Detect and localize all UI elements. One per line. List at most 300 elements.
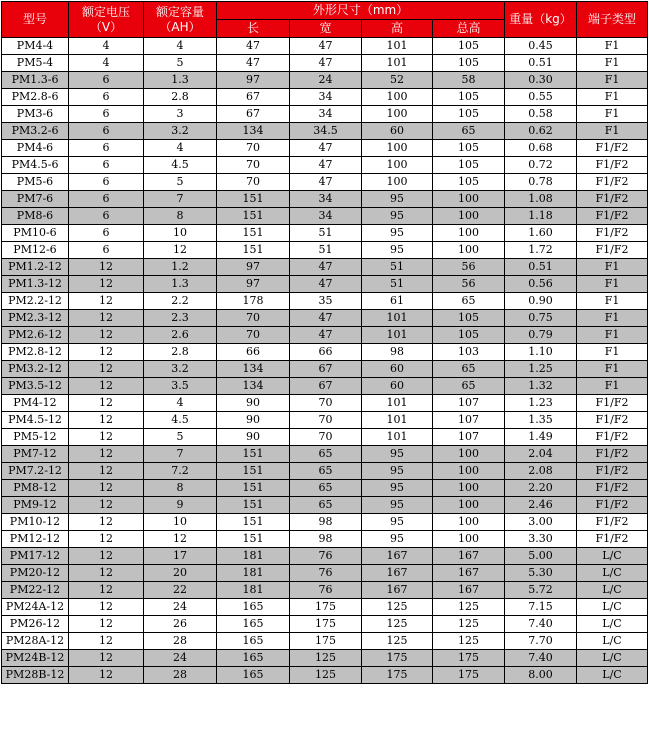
cell-height: 95: [362, 446, 433, 463]
cell-total-height: 175: [433, 650, 505, 667]
cell-width: 34: [290, 106, 362, 123]
cell-length: 97: [217, 276, 290, 293]
cell-capacity: 2.2: [144, 293, 217, 310]
cell-model: PM4-4: [2, 38, 69, 55]
cell-model: PM1.3-12: [2, 276, 69, 293]
cell-terminal: F1: [577, 310, 648, 327]
cell-model: PM1.2-12: [2, 259, 69, 276]
cell-total-height: 65: [433, 361, 505, 378]
cell-capacity: 4: [144, 140, 217, 157]
cell-model: PM7-12: [2, 446, 69, 463]
cell-length: 97: [217, 72, 290, 89]
cell-terminal: F1: [577, 55, 648, 72]
table-row: [2, 225, 648, 242]
table-row: [2, 140, 648, 157]
cell-length: 90: [217, 395, 290, 412]
table-row: [2, 72, 648, 89]
cell-total-height: 56: [433, 259, 505, 276]
cell-total-height: 105: [433, 157, 505, 174]
cell-width: 66: [290, 344, 362, 361]
table-row: [2, 191, 648, 208]
cell-voltage: 12: [69, 480, 144, 497]
cell-capacity: 24: [144, 599, 217, 616]
table-row: [2, 174, 648, 191]
cell-total-height: 56: [433, 276, 505, 293]
cell-length: 151: [217, 191, 290, 208]
cell-capacity: 7: [144, 191, 217, 208]
cell-terminal: F1/F2: [577, 140, 648, 157]
cell-model: PM9-12: [2, 497, 69, 514]
header-capacity: 额定容量 （AH）: [144, 2, 217, 38]
cell-model: PM20-12: [2, 565, 69, 582]
cell-weight: 0.45: [505, 38, 577, 55]
cell-capacity: 4: [144, 38, 217, 55]
cell-model: PM28A-12: [2, 633, 69, 650]
cell-length: 151: [217, 446, 290, 463]
cell-total-height: 167: [433, 565, 505, 582]
cell-height: 101: [362, 412, 433, 429]
cell-weight: 2.08: [505, 463, 577, 480]
cell-capacity: 28: [144, 633, 217, 650]
cell-capacity: 8: [144, 208, 217, 225]
cell-weight: 0.55: [505, 89, 577, 106]
cell-capacity: 1.3: [144, 72, 217, 89]
header-dimensions: 外形尺寸（mm）: [217, 2, 505, 20]
cell-total-height: 105: [433, 106, 505, 123]
cell-width: 76: [290, 565, 362, 582]
cell-capacity: 7.2: [144, 463, 217, 480]
cell-total-height: 100: [433, 497, 505, 514]
table-row: [2, 548, 648, 565]
cell-terminal: F1/F2: [577, 463, 648, 480]
cell-capacity: 4.5: [144, 157, 217, 174]
cell-length: 90: [217, 412, 290, 429]
cell-weight: 7.40: [505, 616, 577, 633]
cell-weight: 7.40: [505, 650, 577, 667]
cell-model: PM3.5-12: [2, 378, 69, 395]
cell-model: PM2.2-12: [2, 293, 69, 310]
cell-width: 98: [290, 531, 362, 548]
cell-total-height: 65: [433, 123, 505, 140]
cell-width: 24: [290, 72, 362, 89]
cell-capacity: 5: [144, 429, 217, 446]
cell-total-height: 167: [433, 582, 505, 599]
cell-length: 151: [217, 531, 290, 548]
cell-weight: 0.58: [505, 106, 577, 123]
cell-voltage: 6: [69, 174, 144, 191]
cell-voltage: 6: [69, 191, 144, 208]
cell-height: 52: [362, 72, 433, 89]
cell-voltage: 12: [69, 429, 144, 446]
cell-length: 165: [217, 667, 290, 684]
cell-voltage: 12: [69, 327, 144, 344]
cell-capacity: 3.5: [144, 378, 217, 395]
cell-width: 98: [290, 514, 362, 531]
cell-capacity: 8: [144, 480, 217, 497]
cell-capacity: 4: [144, 395, 217, 412]
header-weight: 重量（kg）: [505, 2, 577, 38]
cell-total-height: 65: [433, 378, 505, 395]
cell-height: 95: [362, 225, 433, 242]
cell-height: 61: [362, 293, 433, 310]
table-row: [2, 395, 648, 412]
cell-width: 76: [290, 548, 362, 565]
cell-total-height: 107: [433, 395, 505, 412]
cell-length: 165: [217, 633, 290, 650]
cell-width: 34: [290, 89, 362, 106]
header-width: 宽: [290, 20, 362, 38]
cell-capacity: 28: [144, 667, 217, 684]
cell-weight: 2.46: [505, 497, 577, 514]
cell-weight: 1.49: [505, 429, 577, 446]
cell-length: 70: [217, 174, 290, 191]
table-row: [2, 378, 648, 395]
cell-model: PM26-12: [2, 616, 69, 633]
cell-width: 47: [290, 310, 362, 327]
cell-width: 65: [290, 463, 362, 480]
cell-capacity: 5: [144, 55, 217, 72]
cell-height: 95: [362, 497, 433, 514]
cell-weight: 1.35: [505, 412, 577, 429]
cell-height: 60: [362, 378, 433, 395]
cell-weight: 0.75: [505, 310, 577, 327]
table-row: [2, 429, 648, 446]
cell-capacity: 22: [144, 582, 217, 599]
cell-height: 175: [362, 650, 433, 667]
cell-terminal: F1/F2: [577, 242, 648, 259]
cell-weight: 0.51: [505, 259, 577, 276]
cell-height: 125: [362, 633, 433, 650]
cell-model: PM22-12: [2, 582, 69, 599]
cell-width: 47: [290, 38, 362, 55]
cell-weight: 0.78: [505, 174, 577, 191]
cell-capacity: 26: [144, 616, 217, 633]
cell-voltage: 12: [69, 446, 144, 463]
cell-terminal: L/C: [577, 616, 648, 633]
cell-total-height: 100: [433, 531, 505, 548]
table-row: [2, 89, 648, 106]
table-row: [2, 276, 648, 293]
cell-length: 47: [217, 38, 290, 55]
cell-terminal: F1/F2: [577, 480, 648, 497]
cell-terminal: F1: [577, 344, 648, 361]
cell-terminal: L/C: [577, 565, 648, 582]
table-row: [2, 463, 648, 480]
cell-length: 90: [217, 429, 290, 446]
cell-width: 125: [290, 667, 362, 684]
cell-height: 95: [362, 208, 433, 225]
cell-terminal: F1/F2: [577, 225, 648, 242]
cell-width: 67: [290, 361, 362, 378]
cell-model: PM2.8-6: [2, 89, 69, 106]
cell-length: 134: [217, 378, 290, 395]
cell-weight: 0.51: [505, 55, 577, 72]
cell-total-height: 105: [433, 89, 505, 106]
cell-terminal: F1/F2: [577, 412, 648, 429]
cell-length: 66: [217, 344, 290, 361]
cell-weight: 0.90: [505, 293, 577, 310]
cell-voltage: 6: [69, 89, 144, 106]
cell-length: 151: [217, 463, 290, 480]
table-row: [2, 327, 648, 344]
cell-voltage: 12: [69, 497, 144, 514]
table-row: [2, 361, 648, 378]
cell-length: 151: [217, 497, 290, 514]
cell-total-height: 100: [433, 208, 505, 225]
cell-terminal: F1: [577, 38, 648, 55]
cell-width: 67: [290, 378, 362, 395]
cell-width: 47: [290, 276, 362, 293]
cell-capacity: 2.8: [144, 344, 217, 361]
cell-width: 175: [290, 599, 362, 616]
cell-voltage: 12: [69, 259, 144, 276]
cell-capacity: 12: [144, 242, 217, 259]
cell-total-height: 105: [433, 55, 505, 72]
cell-model: PM5-4: [2, 55, 69, 72]
cell-voltage: 12: [69, 378, 144, 395]
cell-total-height: 105: [433, 38, 505, 55]
table-row: [2, 208, 648, 225]
cell-height: 98: [362, 344, 433, 361]
cell-width: 47: [290, 174, 362, 191]
cell-total-height: 100: [433, 514, 505, 531]
cell-model: PM5-12: [2, 429, 69, 446]
cell-capacity: 7: [144, 446, 217, 463]
cell-weight: 1.25: [505, 361, 577, 378]
cell-weight: 0.68: [505, 140, 577, 157]
cell-weight: 1.60: [505, 225, 577, 242]
cell-terminal: F1/F2: [577, 157, 648, 174]
cell-total-height: 58: [433, 72, 505, 89]
table-row: [2, 412, 648, 429]
cell-terminal: F1: [577, 89, 648, 106]
cell-model: PM5-6: [2, 174, 69, 191]
cell-model: PM3.2-6: [2, 123, 69, 140]
cell-total-height: 107: [433, 429, 505, 446]
cell-total-height: 100: [433, 480, 505, 497]
cell-length: 151: [217, 242, 290, 259]
cell-height: 100: [362, 174, 433, 191]
cell-length: 70: [217, 327, 290, 344]
cell-width: 65: [290, 480, 362, 497]
cell-width: 175: [290, 633, 362, 650]
cell-voltage: 12: [69, 293, 144, 310]
cell-height: 95: [362, 463, 433, 480]
table-row: [2, 344, 648, 361]
cell-height: 95: [362, 191, 433, 208]
cell-capacity: 12: [144, 531, 217, 548]
table-row: [2, 293, 648, 310]
cell-model: PM8-6: [2, 208, 69, 225]
cell-width: 35: [290, 293, 362, 310]
cell-length: 165: [217, 616, 290, 633]
cell-length: 181: [217, 548, 290, 565]
cell-model: PM2.3-12: [2, 310, 69, 327]
cell-model: PM10-12: [2, 514, 69, 531]
table-row: [2, 38, 648, 55]
cell-height: 100: [362, 157, 433, 174]
cell-height: 95: [362, 531, 433, 548]
cell-voltage: 12: [69, 310, 144, 327]
header-total-height: 总高: [433, 20, 505, 38]
cell-voltage: 6: [69, 242, 144, 259]
cell-model: PM7-6: [2, 191, 69, 208]
cell-weight: 1.08: [505, 191, 577, 208]
cell-terminal: F1: [577, 123, 648, 140]
cell-terminal: F1/F2: [577, 174, 648, 191]
cell-terminal: L/C: [577, 548, 648, 565]
table-row: [2, 242, 648, 259]
table-row: [2, 55, 648, 72]
cell-model: PM24B-12: [2, 650, 69, 667]
cell-model: PM1.3-6: [2, 72, 69, 89]
cell-capacity: 4.5: [144, 412, 217, 429]
cell-weight: 1.18: [505, 208, 577, 225]
cell-model: PM24A-12: [2, 599, 69, 616]
table-row: [2, 259, 648, 276]
cell-voltage: 6: [69, 157, 144, 174]
cell-terminal: F1: [577, 276, 648, 293]
cell-terminal: F1/F2: [577, 208, 648, 225]
cell-voltage: 6: [69, 123, 144, 140]
table-row: [2, 633, 648, 650]
cell-total-height: 105: [433, 310, 505, 327]
cell-total-height: 107: [433, 412, 505, 429]
table-row: [2, 446, 648, 463]
cell-weight: 2.04: [505, 446, 577, 463]
cell-model: PM12-12: [2, 531, 69, 548]
cell-voltage: 4: [69, 55, 144, 72]
header-length: 长: [217, 20, 290, 38]
cell-length: 165: [217, 650, 290, 667]
cell-length: 47: [217, 55, 290, 72]
cell-weight: 5.72: [505, 582, 577, 599]
cell-width: 51: [290, 225, 362, 242]
cell-terminal: F1: [577, 293, 648, 310]
cell-terminal: F1/F2: [577, 395, 648, 412]
cell-voltage: 4: [69, 38, 144, 55]
cell-voltage: 6: [69, 106, 144, 123]
cell-terminal: L/C: [577, 582, 648, 599]
cell-width: 47: [290, 327, 362, 344]
cell-capacity: 3.2: [144, 361, 217, 378]
cell-height: 175: [362, 667, 433, 684]
cell-weight: 0.79: [505, 327, 577, 344]
cell-capacity: 5: [144, 174, 217, 191]
cell-terminal: L/C: [577, 650, 648, 667]
cell-voltage: 12: [69, 582, 144, 599]
cell-width: 70: [290, 395, 362, 412]
cell-height: 60: [362, 361, 433, 378]
cell-height: 167: [362, 565, 433, 582]
cell-capacity: 2.3: [144, 310, 217, 327]
table-row: [2, 157, 648, 174]
cell-model: PM4-12: [2, 395, 69, 412]
table-row: [2, 106, 648, 123]
cell-terminal: F1: [577, 327, 648, 344]
cell-capacity: 10: [144, 514, 217, 531]
cell-capacity: 1.2: [144, 259, 217, 276]
cell-terminal: F1: [577, 106, 648, 123]
cell-weight: 3.30: [505, 531, 577, 548]
cell-voltage: 12: [69, 565, 144, 582]
table-row: [2, 599, 648, 616]
cell-width: 51: [290, 242, 362, 259]
cell-height: 95: [362, 242, 433, 259]
cell-weight: 7.70: [505, 633, 577, 650]
cell-weight: 1.23: [505, 395, 577, 412]
cell-terminal: F1/F2: [577, 514, 648, 531]
cell-weight: 1.72: [505, 242, 577, 259]
cell-height: 101: [362, 55, 433, 72]
cell-total-height: 103: [433, 344, 505, 361]
cell-capacity: 10: [144, 225, 217, 242]
cell-length: 97: [217, 259, 290, 276]
table-row: [2, 531, 648, 548]
cell-terminal: F1: [577, 378, 648, 395]
cell-width: 47: [290, 140, 362, 157]
cell-total-height: 125: [433, 616, 505, 633]
cell-voltage: 12: [69, 463, 144, 480]
cell-total-height: 100: [433, 463, 505, 480]
cell-model: PM4.5-6: [2, 157, 69, 174]
cell-width: 70: [290, 429, 362, 446]
cell-total-height: 100: [433, 191, 505, 208]
battery-spec-table: [1, 1, 648, 684]
cell-width: 34: [290, 208, 362, 225]
cell-model: PM10-6: [2, 225, 69, 242]
cell-height: 95: [362, 480, 433, 497]
cell-terminal: F1: [577, 361, 648, 378]
cell-voltage: 12: [69, 361, 144, 378]
cell-height: 101: [362, 429, 433, 446]
cell-total-height: 105: [433, 327, 505, 344]
cell-height: 100: [362, 89, 433, 106]
cell-weight: 0.56: [505, 276, 577, 293]
cell-total-height: 105: [433, 174, 505, 191]
cell-length: 151: [217, 514, 290, 531]
cell-voltage: 12: [69, 548, 144, 565]
cell-model: PM4.5-12: [2, 412, 69, 429]
cell-height: 51: [362, 259, 433, 276]
cell-height: 51: [362, 276, 433, 293]
cell-weight: 1.32: [505, 378, 577, 395]
cell-width: 76: [290, 582, 362, 599]
cell-height: 101: [362, 38, 433, 55]
cell-weight: 1.10: [505, 344, 577, 361]
cell-terminal: L/C: [577, 633, 648, 650]
cell-total-height: 100: [433, 225, 505, 242]
cell-height: 95: [362, 514, 433, 531]
table-body: [2, 38, 648, 684]
cell-model: PM2.8-12: [2, 344, 69, 361]
cell-voltage: 6: [69, 140, 144, 157]
cell-length: 151: [217, 208, 290, 225]
cell-width: 34: [290, 191, 362, 208]
table-row: [2, 480, 648, 497]
cell-capacity: 2.8: [144, 89, 217, 106]
cell-total-height: 100: [433, 446, 505, 463]
cell-voltage: 12: [69, 514, 144, 531]
cell-width: 175: [290, 616, 362, 633]
cell-voltage: 12: [69, 412, 144, 429]
cell-terminal: F1/F2: [577, 191, 648, 208]
cell-model: PM3-6: [2, 106, 69, 123]
cell-capacity: 20: [144, 565, 217, 582]
cell-height: 100: [362, 140, 433, 157]
cell-weight: 5.00: [505, 548, 577, 565]
cell-length: 70: [217, 157, 290, 174]
